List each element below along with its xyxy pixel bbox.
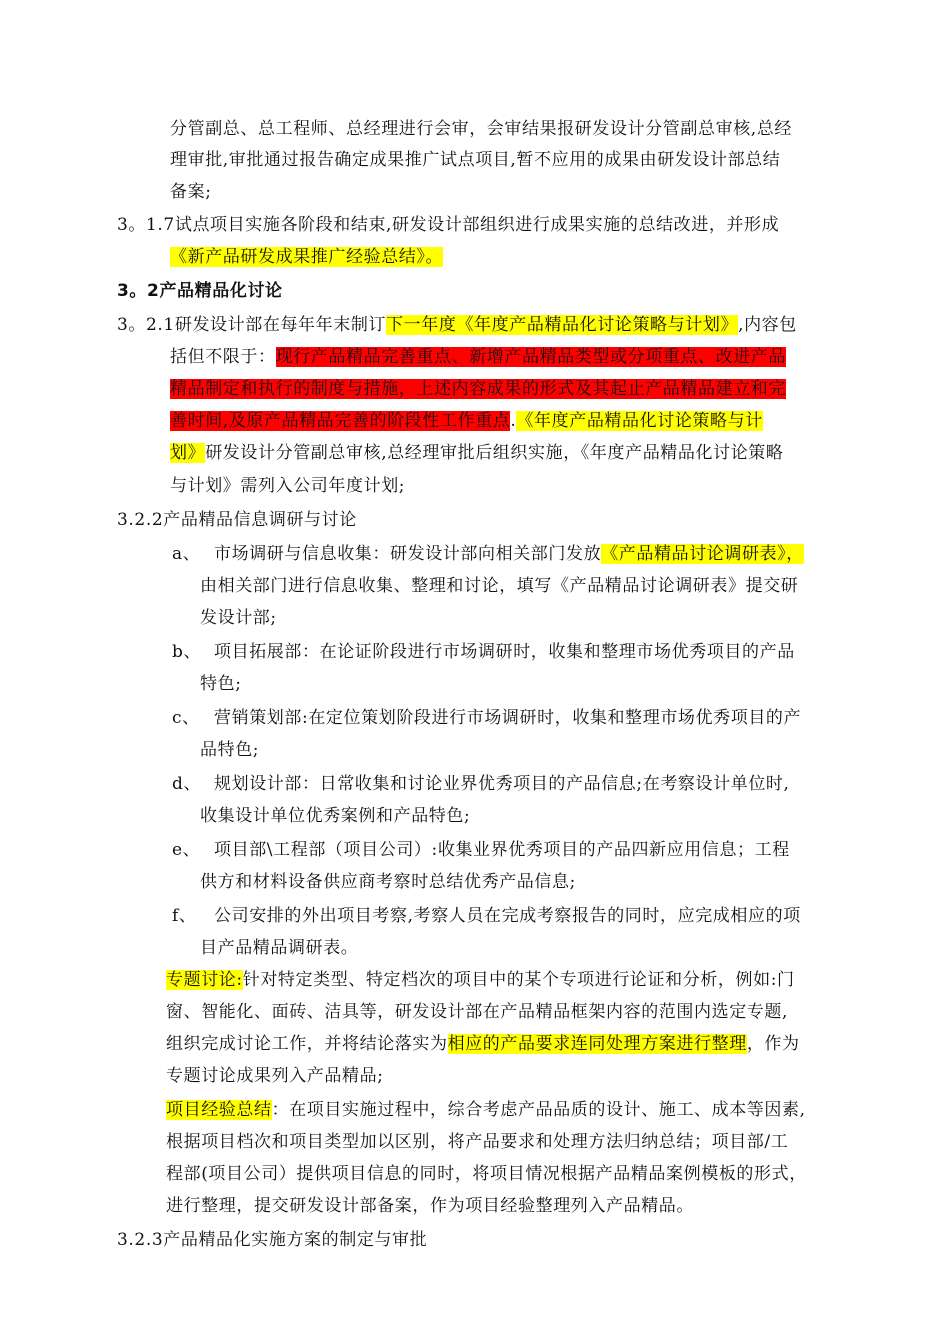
list-marker-b bbox=[172, 640, 201, 664]
subsection-heading-3-2-3 bbox=[117, 1228, 427, 1252]
list-marker-e bbox=[172, 838, 200, 862]
list-marker-f bbox=[172, 904, 197, 928]
body-line bbox=[170, 441, 784, 465]
body-line bbox=[166, 1130, 788, 1154]
text-run: 与计划》需列入公司年度计划; bbox=[170, 476, 406, 496]
text-run: 由相关部门进行信息收集、整理和讨论，填写《产品精品讨论调研表》提交研 bbox=[200, 576, 799, 596]
text-run: 项目拓展部：在论证阶段进行市场调研时，收集和整理市场优秀项目的产品 bbox=[214, 642, 795, 662]
text-run: 组织完成讨论工作，并将结论落实为 bbox=[166, 1034, 448, 1054]
text-run: 备案; bbox=[170, 182, 212, 202]
marker-text: b、 bbox=[172, 642, 202, 662]
red-highlighted-text: 现行产品精品完善重点、新增产品精品类型或分项重点、改进产品 bbox=[275, 347, 787, 367]
heading-text: 3。2产品精品化讨论 bbox=[117, 281, 283, 301]
text-run: 研发设计分管副总审核,总经理审批后组织实施，《年度产品精品化讨论策略 bbox=[205, 443, 784, 463]
text-run: ：在项目实施过程中，综合考虑产品品质的设计、施工、成本等因素, bbox=[271, 1100, 806, 1120]
text-run: ,内容包 bbox=[738, 315, 797, 335]
text-run: 进行整理，提交研发设计部备案，作为项目经验整理列入产品精品。 bbox=[166, 1196, 694, 1216]
list-marker-c bbox=[172, 706, 200, 730]
body-line bbox=[200, 574, 798, 598]
text-run: 括但不限于： bbox=[170, 347, 276, 367]
body-line bbox=[200, 606, 277, 630]
text-run: 品特色; bbox=[200, 740, 260, 760]
body-line bbox=[200, 936, 358, 960]
body-line bbox=[200, 738, 259, 762]
marker-text: f、 bbox=[172, 906, 197, 926]
marker-text: d、 bbox=[172, 774, 202, 794]
body-line bbox=[166, 1064, 384, 1088]
marker-text: e、 bbox=[172, 840, 201, 860]
body-line bbox=[200, 672, 242, 696]
text-run: 根据项目档次和项目类型加以区别，将产品要求和处理方法归纳总结；项目部/工 bbox=[166, 1132, 789, 1152]
heading-text: 3.2.2产品精品信息调研与讨论 bbox=[117, 510, 357, 530]
list-marker-d bbox=[172, 772, 201, 796]
text-run: 3。1.7试点项目实施各阶段和结束,研发设计部组织进行成果实施的总结改进，并形成 bbox=[117, 215, 780, 235]
text-run: 收集设计单位优秀案例和产品特色; bbox=[200, 806, 471, 826]
text-run: . bbox=[510, 411, 517, 431]
body-line bbox=[166, 1000, 788, 1024]
body-line bbox=[170, 245, 443, 269]
list-marker-a bbox=[172, 542, 200, 566]
text-run: ，作为 bbox=[746, 1034, 800, 1054]
body-line bbox=[170, 180, 212, 204]
body-line bbox=[166, 1162, 807, 1186]
text-run: 窗、智能化、面砖、洁具等，研发设计部在产品精品框架内容的范围内选定专题, bbox=[166, 1002, 789, 1022]
marker-text: c、 bbox=[172, 708, 200, 728]
text-run: 规划设计部：日常收集和讨论业界优秀项目的产品信息;在考察设计单位时, bbox=[214, 774, 790, 794]
text-run: 3。2.1研发设计部在每年年末制订 bbox=[117, 315, 387, 335]
text-run: 供方和材料设备供应商考察时总结优秀产品信息; bbox=[200, 872, 576, 892]
highlighted-text: 《年度产品精品化讨论策略与计 bbox=[516, 411, 763, 431]
body-line bbox=[166, 1032, 800, 1056]
text-run: 理审批,审批通过报告确定成果推广试点项目,暂不应用的成果由研发设计部总结 bbox=[170, 150, 781, 170]
list-item-d bbox=[214, 772, 790, 796]
red-highlighted-text: 善时间,及原产品精品完善的阶段性工作重点 bbox=[170, 411, 511, 431]
text-run: 目产品精品调研表。 bbox=[200, 938, 359, 958]
list-item-f bbox=[214, 904, 801, 928]
body-line bbox=[170, 474, 405, 498]
project-experience-para bbox=[166, 1098, 806, 1122]
topic-discussion-para bbox=[166, 968, 795, 992]
list-item-c bbox=[214, 706, 801, 730]
body-line bbox=[200, 804, 470, 828]
text-run: 市场调研与信息收集：研发设计部向相关部门发放 bbox=[214, 544, 602, 564]
red-highlighted-text: 精品制定和执行的制度与措施，上述内容成果的形式及其起止产品精品建立和完 bbox=[170, 379, 786, 399]
body-line bbox=[170, 117, 792, 141]
body-line bbox=[200, 870, 576, 894]
marker-text: a、 bbox=[172, 544, 201, 564]
heading-text: 3.2.3产品精品化实施方案的制定与审批 bbox=[117, 1230, 428, 1250]
body-line bbox=[166, 1194, 694, 1218]
highlighted-text: 项目经验总结 bbox=[166, 1100, 272, 1120]
highlighted-text: 划》 bbox=[170, 443, 206, 463]
list-item-e bbox=[214, 838, 790, 862]
list-item-a bbox=[214, 542, 804, 566]
highlighted-text: 《产品精品讨论调研表》， bbox=[601, 544, 804, 564]
text-run: 特色; bbox=[200, 674, 242, 694]
body-line bbox=[170, 409, 763, 433]
text-run: 专题讨论成果列入产品精品; bbox=[166, 1066, 384, 1086]
text-run: 分管副总、总工程师、总经理进行会审，会审结果报研发设计分管副总审核,总经 bbox=[170, 119, 793, 139]
body-line bbox=[170, 345, 786, 369]
text-run: 针对特定类型、特定档次的项目中的某个专项进行论证和分析，例如:门 bbox=[242, 970, 795, 990]
highlighted-text: 相应的产品要求连同处理方案进行整理 bbox=[447, 1034, 747, 1054]
list-item-b bbox=[214, 640, 795, 664]
text-run: 程部(项目公司）提供项目信息的同时，将项目情况根据产品精品案例模板的形式， bbox=[166, 1164, 807, 1184]
clause-3-2-1 bbox=[117, 313, 797, 337]
section-heading-3-2 bbox=[117, 279, 283, 303]
subsection-heading-3-2-2 bbox=[117, 508, 357, 532]
body-line bbox=[170, 148, 780, 172]
highlighted-text: 专题讨论: bbox=[166, 970, 243, 990]
clause-3-1-7 bbox=[117, 213, 779, 237]
body-line bbox=[170, 377, 786, 401]
text-run: 项目部\工程部（项目公司）:收集业界优秀项目的产品四新应用信息；工程 bbox=[214, 840, 790, 860]
text-run: 公司安排的外出项目考察,考察人员在完成考察报告的同时，应完成相应的项 bbox=[214, 906, 801, 926]
highlighted-text: 《新产品研发成果推广经验总结》。 bbox=[170, 247, 444, 267]
highlighted-text: 下一年度《年度产品精品化讨论策略与计划》 bbox=[386, 315, 739, 335]
text-run: 营销策划部:在定位策划阶段进行市场调研时，收集和整理市场优秀项目的产 bbox=[214, 708, 802, 728]
text-run: 发设计部; bbox=[200, 608, 277, 628]
